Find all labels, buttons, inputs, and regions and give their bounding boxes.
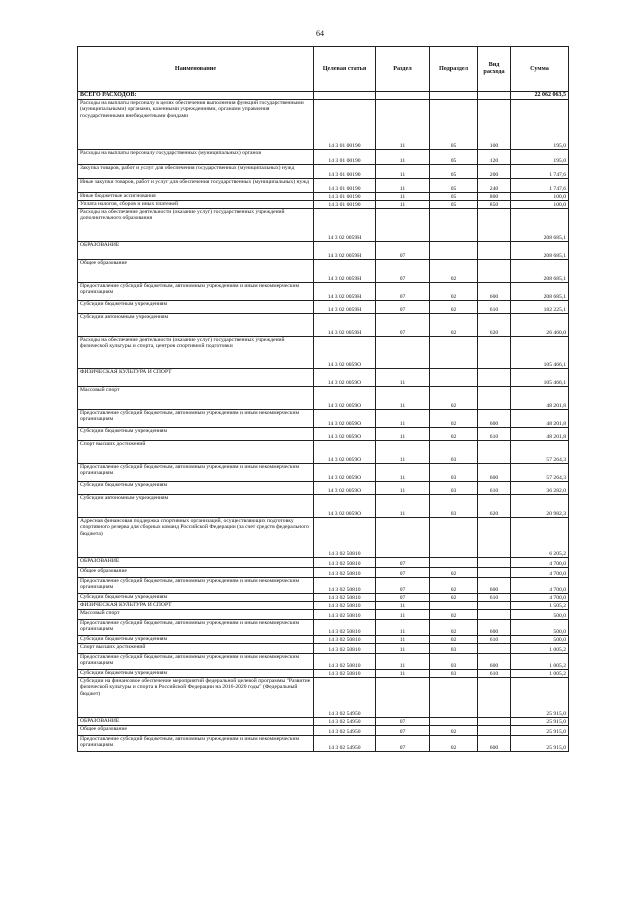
cell-name: Субсидии автономным учреждениям bbox=[78, 495, 314, 518]
cell-article: 14 3 01 00190 bbox=[314, 165, 376, 179]
cell-article: 14 3 02 0059О bbox=[314, 337, 376, 369]
cell-expense-type bbox=[478, 678, 511, 718]
cell-sum: 100,0 bbox=[511, 193, 569, 201]
cell-subsection: 03 bbox=[430, 654, 478, 670]
cell-article: 14 3 02 50810 bbox=[314, 518, 376, 558]
cell-article: 14 3 02 0059О bbox=[314, 369, 376, 387]
cell-article: 14 3 02 50810 bbox=[314, 670, 376, 678]
cell-expense-type bbox=[478, 602, 511, 610]
header-article: Целевая статья bbox=[314, 47, 376, 92]
cell-subsection: 05 bbox=[430, 150, 478, 165]
table-row bbox=[78, 428, 569, 441]
cell-subsection bbox=[430, 602, 478, 610]
cell-section: 11 bbox=[376, 165, 430, 179]
cell-subsection: 02 bbox=[430, 736, 478, 752]
table-row bbox=[78, 495, 569, 518]
cell-sum: 48 201,8 bbox=[511, 387, 569, 410]
table-row bbox=[78, 92, 569, 100]
cell-subsection: 02 bbox=[430, 636, 478, 644]
cell-section bbox=[376, 92, 430, 100]
cell-subsection bbox=[430, 518, 478, 558]
cell-article: 14 3 01 00190 bbox=[314, 201, 376, 209]
cell-section: 07 bbox=[376, 558, 430, 568]
table-row bbox=[78, 558, 569, 568]
cell-sum: 208 685,1 bbox=[511, 242, 569, 260]
cell-name: ОБРАЗОВАНИЕ bbox=[78, 558, 314, 568]
cell-name: Иные бюджетные ассигнования bbox=[78, 193, 314, 201]
cell-name: ФИЗИЧЕСКАЯ КУЛЬТУРА И СПОРТ bbox=[78, 602, 314, 610]
cell-name: Расходы на обеспечение деятельности (оказание услуг) государственных учреждений физической культуры и спорта, центров спортивной подготовки bbox=[78, 337, 314, 369]
cell-article: 14 3 02 50810 bbox=[314, 644, 376, 654]
table-row bbox=[78, 678, 569, 718]
cell-article: 14 3 02 50810 bbox=[314, 578, 376, 594]
cell-section: 07 bbox=[376, 594, 430, 602]
header-name: Наименование bbox=[78, 47, 314, 92]
cell-sum: 25 915,0 bbox=[511, 718, 569, 726]
cell-article: 14 3 02 50810 bbox=[314, 602, 376, 610]
cell-sum: 208 685,1 bbox=[511, 260, 569, 283]
table-row bbox=[78, 260, 569, 283]
cell-section: 11 bbox=[376, 150, 430, 165]
cell-name: Массовый спорт bbox=[78, 387, 314, 410]
cell-article: 14 3 02 0059Н bbox=[314, 301, 376, 314]
table-row bbox=[78, 736, 569, 752]
cell-article: 14 3 02 0059О bbox=[314, 495, 376, 518]
cell-article bbox=[314, 92, 376, 100]
cell-article: 14 3 02 0059О bbox=[314, 441, 376, 464]
cell-article: 14 3 01 00190 bbox=[314, 193, 376, 201]
cell-sum: 1 005,2 bbox=[511, 644, 569, 654]
cell-sum: 1 747,6 bbox=[511, 165, 569, 179]
cell-name: Расходы на выплаты персоналу государственных (муниципальных) органов bbox=[78, 150, 314, 165]
cell-sum: 4 700,0 bbox=[511, 578, 569, 594]
table-row bbox=[78, 482, 569, 495]
cell-sum: 100,0 bbox=[511, 201, 569, 209]
table-row bbox=[78, 179, 569, 193]
cell-expense-type: 600 bbox=[478, 410, 511, 428]
cell-subsection: 02 bbox=[430, 314, 478, 337]
cell-expense-type: 610 bbox=[478, 428, 511, 441]
cell-article: 14 3 02 50810 bbox=[314, 610, 376, 620]
cell-name: ОБРАЗОВАНИЕ bbox=[78, 242, 314, 260]
cell-sum: 25 915,0 bbox=[511, 736, 569, 752]
cell-subsection: 05 bbox=[430, 165, 478, 179]
table-row bbox=[78, 602, 569, 610]
cell-sum: 182 225,1 bbox=[511, 301, 569, 314]
cell-subsection: 02 bbox=[430, 726, 478, 736]
cell-subsection: 03 bbox=[430, 441, 478, 464]
cell-section: 07 bbox=[376, 718, 430, 726]
cell-subsection: 02 bbox=[430, 387, 478, 410]
cell-expense-type: 610 bbox=[478, 301, 511, 314]
cell-name: Предоставление субсидий бюджетным, автономным учреждениям и иным некоммерческим организациям bbox=[78, 283, 314, 301]
cell-subsection bbox=[430, 337, 478, 369]
cell-sum: 57 264,3 bbox=[511, 464, 569, 482]
cell-article: 14 3 02 0059О bbox=[314, 464, 376, 482]
cell-subsection: 05 bbox=[430, 100, 478, 150]
cell-name: Расходы на обеспечение деятельности (оказание услуг) государственных учреждений дополнительного образования bbox=[78, 209, 314, 242]
cell-article: 14 3 02 50810 bbox=[314, 568, 376, 578]
cell-name: Субсидии бюджетным учреждениям bbox=[78, 482, 314, 495]
cell-expense-type: 610 bbox=[478, 594, 511, 602]
cell-expense-type: 850 bbox=[478, 201, 511, 209]
cell-article: 14 3 02 0059Н bbox=[314, 209, 376, 242]
cell-expense-type: 800 bbox=[478, 193, 511, 201]
cell-article: 14 3 02 50810 bbox=[314, 594, 376, 602]
cell-section: 07 bbox=[376, 260, 430, 283]
cell-section: 07 bbox=[376, 314, 430, 337]
cell-expense-type: 120 bbox=[478, 150, 511, 165]
cell-article: 14 3 02 0059О bbox=[314, 482, 376, 495]
table-row bbox=[78, 201, 569, 209]
cell-section bbox=[376, 518, 430, 558]
cell-subsection bbox=[430, 242, 478, 260]
cell-article: 14 3 02 54950 bbox=[314, 736, 376, 752]
cell-subsection: 05 bbox=[430, 201, 478, 209]
cell-sum: 208 685,1 bbox=[511, 209, 569, 242]
cell-expense-type bbox=[478, 726, 511, 736]
cell-article: 14 3 02 0059Н bbox=[314, 283, 376, 301]
cell-section: 07 bbox=[376, 301, 430, 314]
cell-name: Иные закупки товаров, работ и услуг для обеспечения государственных (муниципальных) нужд bbox=[78, 179, 314, 193]
cell-name: Массовый спорт bbox=[78, 610, 314, 620]
cell-subsection bbox=[430, 369, 478, 387]
cell-article: 14 3 02 0059Н bbox=[314, 242, 376, 260]
cell-name: Субсидии на финансовое обеспечение мероприятий федеральной целевой программы "Развитие физической культуры и спорта в Российской Федерации на 2016-2020 годы" (Федеральный бюджет) bbox=[78, 678, 314, 718]
cell-section: 11 bbox=[376, 636, 430, 644]
table-row bbox=[78, 100, 569, 150]
cell-name: Субсидии бюджетным учреждениям bbox=[78, 301, 314, 314]
cell-name: Общее образование bbox=[78, 568, 314, 578]
cell-sum: 208 685,1 bbox=[511, 283, 569, 301]
cell-subsection: 02 bbox=[430, 301, 478, 314]
cell-section: 11 bbox=[376, 495, 430, 518]
cell-section: 11 bbox=[376, 464, 430, 482]
cell-sum: 105 466,1 bbox=[511, 337, 569, 369]
cell-name: Спорт высших достижений bbox=[78, 644, 314, 654]
cell-section: 11 bbox=[376, 441, 430, 464]
cell-name: Адресная финансовая поддержка спортивных организаций, осуществляющих подготовку спортивного резерва для сборных команд Российской Федерации (за счет средств федерального бюджета) bbox=[78, 518, 314, 558]
table-row bbox=[78, 242, 569, 260]
table-row bbox=[78, 193, 569, 201]
cell-section: 11 bbox=[376, 602, 430, 610]
cell-section: 07 bbox=[376, 283, 430, 301]
cell-name: ВСЕГО РАСХОДОВ: bbox=[78, 92, 314, 100]
cell-article: 14 3 02 50810 bbox=[314, 558, 376, 568]
cell-sum: 22 062 063,5 bbox=[511, 92, 569, 100]
header-sum: Сумма bbox=[511, 47, 569, 92]
cell-expense-type: 600 bbox=[478, 578, 511, 594]
cell-subsection: 05 bbox=[430, 179, 478, 193]
cell-section: 07 bbox=[376, 242, 430, 260]
table-row bbox=[78, 464, 569, 482]
cell-article: 14 3 02 54950 bbox=[314, 718, 376, 726]
cell-name: Предоставление субсидий бюджетным, автономным учреждениям и иным некоммерческим организациям bbox=[78, 736, 314, 752]
cell-sum: 48 201,8 bbox=[511, 410, 569, 428]
cell-section: 11 bbox=[376, 482, 430, 495]
cell-expense-type: 620 bbox=[478, 495, 511, 518]
cell-subsection bbox=[430, 558, 478, 568]
cell-name: Предоставление субсидий бюджетным, автономным учреждениям и иным некоммерческим организациям bbox=[78, 410, 314, 428]
cell-subsection bbox=[430, 209, 478, 242]
cell-sum: 25 915,0 bbox=[511, 726, 569, 736]
cell-name: Уплата налогов, сборов и иных платежей bbox=[78, 201, 314, 209]
cell-expense-type: 240 bbox=[478, 179, 511, 193]
cell-subsection: 02 bbox=[430, 260, 478, 283]
cell-name: ОБРАЗОВАНИЕ bbox=[78, 718, 314, 726]
cell-subsection: 03 bbox=[430, 644, 478, 654]
cell-section: 11 bbox=[376, 179, 430, 193]
cell-expense-type bbox=[478, 242, 511, 260]
cell-section: 11 bbox=[376, 654, 430, 670]
cell-article: 14 3 02 0059О bbox=[314, 428, 376, 441]
cell-expense-type bbox=[478, 518, 511, 558]
cell-section bbox=[376, 678, 430, 718]
cell-name: Расходы на выплаты персоналу в целях обеспечения выполнения функций государственными (муниципальными) органами, казенными учреждениями, органами управления государственными внебюджетными фондами bbox=[78, 100, 314, 150]
cell-expense-type bbox=[478, 644, 511, 654]
cell-article: 14 3 02 0059О bbox=[314, 410, 376, 428]
cell-sum: 500,0 bbox=[511, 636, 569, 644]
cell-name: Субсидии бюджетным учреждениям bbox=[78, 594, 314, 602]
cell-sum: 500,0 bbox=[511, 610, 569, 620]
cell-section: 11 bbox=[376, 387, 430, 410]
table-header-row bbox=[78, 47, 569, 92]
cell-subsection: 03 bbox=[430, 670, 478, 678]
cell-name: Общее образование bbox=[78, 260, 314, 283]
cell-article: 14 3 01 00190 bbox=[314, 100, 376, 150]
cell-subsection: 03 bbox=[430, 464, 478, 482]
cell-name: Предоставление субсидий бюджетным, автономным учреждениям и иным некоммерческим организациям bbox=[78, 620, 314, 636]
cell-name: Общее образование bbox=[78, 726, 314, 736]
cell-expense-type: 600 bbox=[478, 283, 511, 301]
cell-section: 11 bbox=[376, 620, 430, 636]
cell-article: 14 3 02 50810 bbox=[314, 620, 376, 636]
cell-article: 14 3 01 00190 bbox=[314, 150, 376, 165]
cell-sum: 4 700,0 bbox=[511, 568, 569, 578]
cell-subsection: 02 bbox=[430, 610, 478, 620]
cell-name: Субсидии бюджетным учреждениям bbox=[78, 670, 314, 678]
cell-name: Субсидии бюджетным учреждениям bbox=[78, 428, 314, 441]
cell-name: Закупка товаров, работ и услуг для обеспечения государственных (муниципальных) нужд bbox=[78, 165, 314, 179]
cell-name: Субсидии автономным учреждениям bbox=[78, 314, 314, 337]
table-row bbox=[78, 165, 569, 179]
cell-section: 11 bbox=[376, 369, 430, 387]
cell-expense-type: 600 bbox=[478, 620, 511, 636]
table-row bbox=[78, 150, 569, 165]
cell-subsection: 02 bbox=[430, 283, 478, 301]
cell-expense-type bbox=[478, 92, 511, 100]
cell-expense-type bbox=[478, 209, 511, 242]
cell-name: Спорт высших достижений bbox=[78, 441, 314, 464]
cell-section: 11 bbox=[376, 610, 430, 620]
cell-section bbox=[376, 337, 430, 369]
cell-article: 14 3 02 50810 bbox=[314, 654, 376, 670]
cell-article: 14 3 02 54950 bbox=[314, 678, 376, 718]
cell-sum: 4 700,0 bbox=[511, 594, 569, 602]
table-row bbox=[78, 209, 569, 242]
table-row bbox=[78, 283, 569, 301]
cell-subsection bbox=[430, 718, 478, 726]
cell-article: 14 3 02 54950 bbox=[314, 726, 376, 736]
cell-expense-type bbox=[478, 337, 511, 369]
cell-section: 07 bbox=[376, 578, 430, 594]
cell-name: Предоставление субсидий бюджетным, автономным учреждениям и иным некоммерческим организациям bbox=[78, 464, 314, 482]
cell-expense-type bbox=[478, 369, 511, 387]
table-row bbox=[78, 644, 569, 654]
cell-expense-type bbox=[478, 610, 511, 620]
cell-sum: 195,0 bbox=[511, 100, 569, 150]
cell-expense-type bbox=[478, 568, 511, 578]
cell-expense-type: 600 bbox=[478, 464, 511, 482]
cell-expense-type: 100 bbox=[478, 100, 511, 150]
cell-section: 07 bbox=[376, 736, 430, 752]
cell-expense-type: 620 bbox=[478, 314, 511, 337]
cell-subsection: 03 bbox=[430, 495, 478, 518]
page-number: 64 bbox=[316, 29, 324, 38]
cell-sum: 1 005,2 bbox=[511, 654, 569, 670]
cell-subsection: 02 bbox=[430, 620, 478, 636]
cell-expense-type bbox=[478, 260, 511, 283]
cell-expense-type: 200 bbox=[478, 165, 511, 179]
cell-section: 11 bbox=[376, 201, 430, 209]
cell-sum: 4 700,0 bbox=[511, 558, 569, 568]
table-row bbox=[78, 441, 569, 464]
cell-name: ФИЗИЧЕСКАЯ КУЛЬТУРА И СПОРТ bbox=[78, 369, 314, 387]
table-row bbox=[78, 337, 569, 369]
cell-expense-type: 600 bbox=[478, 654, 511, 670]
cell-sum: 105 466,1 bbox=[511, 369, 569, 387]
cell-section: 11 bbox=[376, 410, 430, 428]
cell-section: 07 bbox=[376, 568, 430, 578]
budget-table bbox=[77, 46, 569, 752]
table-row bbox=[78, 518, 569, 558]
cell-sum: 1 505,2 bbox=[511, 602, 569, 610]
cell-section: 07 bbox=[376, 726, 430, 736]
cell-expense-type bbox=[478, 718, 511, 726]
cell-name: Предоставление субсидий бюджетным, автономным учреждениям и иным некоммерческим организациям bbox=[78, 578, 314, 594]
table-row bbox=[78, 718, 569, 726]
cell-section: 11 bbox=[376, 670, 430, 678]
cell-sum: 500,0 bbox=[511, 620, 569, 636]
cell-sum: 20 982,3 bbox=[511, 495, 569, 518]
table-row bbox=[78, 301, 569, 314]
cell-expense-type bbox=[478, 441, 511, 464]
table-row bbox=[78, 578, 569, 594]
cell-article: 14 3 02 0059О bbox=[314, 387, 376, 410]
cell-section: 11 bbox=[376, 644, 430, 654]
cell-article: 14 3 02 50810 bbox=[314, 636, 376, 644]
cell-subsection: 02 bbox=[430, 594, 478, 602]
cell-subsection: 02 bbox=[430, 428, 478, 441]
cell-article: 14 3 01 00190 bbox=[314, 179, 376, 193]
cell-sum: 57 264,3 bbox=[511, 441, 569, 464]
table-row bbox=[78, 369, 569, 387]
table-row bbox=[78, 636, 569, 644]
cell-section bbox=[376, 209, 430, 242]
table-row bbox=[78, 610, 569, 620]
cell-expense-type: 600 bbox=[478, 736, 511, 752]
cell-subsection: 02 bbox=[430, 410, 478, 428]
header-subsection: Подраздел bbox=[430, 47, 478, 92]
table-body bbox=[78, 92, 569, 752]
cell-subsection: 03 bbox=[430, 482, 478, 495]
cell-sum: 1 005,2 bbox=[511, 670, 569, 678]
cell-subsection: 05 bbox=[430, 193, 478, 201]
table-row bbox=[78, 654, 569, 670]
cell-expense-type bbox=[478, 558, 511, 568]
cell-sum: 48 201,8 bbox=[511, 428, 569, 441]
cell-section: 11 bbox=[376, 428, 430, 441]
table-row bbox=[78, 568, 569, 578]
table-row bbox=[78, 620, 569, 636]
cell-section: 11 bbox=[376, 193, 430, 201]
cell-subsection bbox=[430, 678, 478, 718]
cell-sum: 26 460,0 bbox=[511, 314, 569, 337]
cell-article: 14 3 02 0059Н bbox=[314, 260, 376, 283]
cell-sum: 1 747,6 bbox=[511, 179, 569, 193]
table-row bbox=[78, 670, 569, 678]
table-row bbox=[78, 314, 569, 337]
cell-sum: 36 282,0 bbox=[511, 482, 569, 495]
header-expense-type: Вид расхода bbox=[478, 47, 511, 92]
cell-name: Предоставление субсидий бюджетным, автономным учреждениям и иным некоммерческим организациям bbox=[78, 654, 314, 670]
table-row bbox=[78, 410, 569, 428]
cell-expense-type: 610 bbox=[478, 670, 511, 678]
cell-expense-type: 610 bbox=[478, 482, 511, 495]
cell-expense-type: 610 bbox=[478, 636, 511, 644]
cell-article: 14 3 02 0059Н bbox=[314, 314, 376, 337]
cell-subsection bbox=[430, 92, 478, 100]
cell-subsection: 02 bbox=[430, 568, 478, 578]
cell-section: 11 bbox=[376, 100, 430, 150]
table-row bbox=[78, 726, 569, 736]
table-row bbox=[78, 594, 569, 602]
cell-name: Субсидии бюджетным учреждениям bbox=[78, 636, 314, 644]
header-section: Раздел bbox=[376, 47, 430, 92]
table-row bbox=[78, 387, 569, 410]
cell-sum: 195,0 bbox=[511, 150, 569, 165]
cell-subsection: 02 bbox=[430, 578, 478, 594]
cell-sum: 6 205,2 bbox=[511, 518, 569, 558]
cell-sum: 25 915,0 bbox=[511, 678, 569, 718]
cell-expense-type bbox=[478, 387, 511, 410]
